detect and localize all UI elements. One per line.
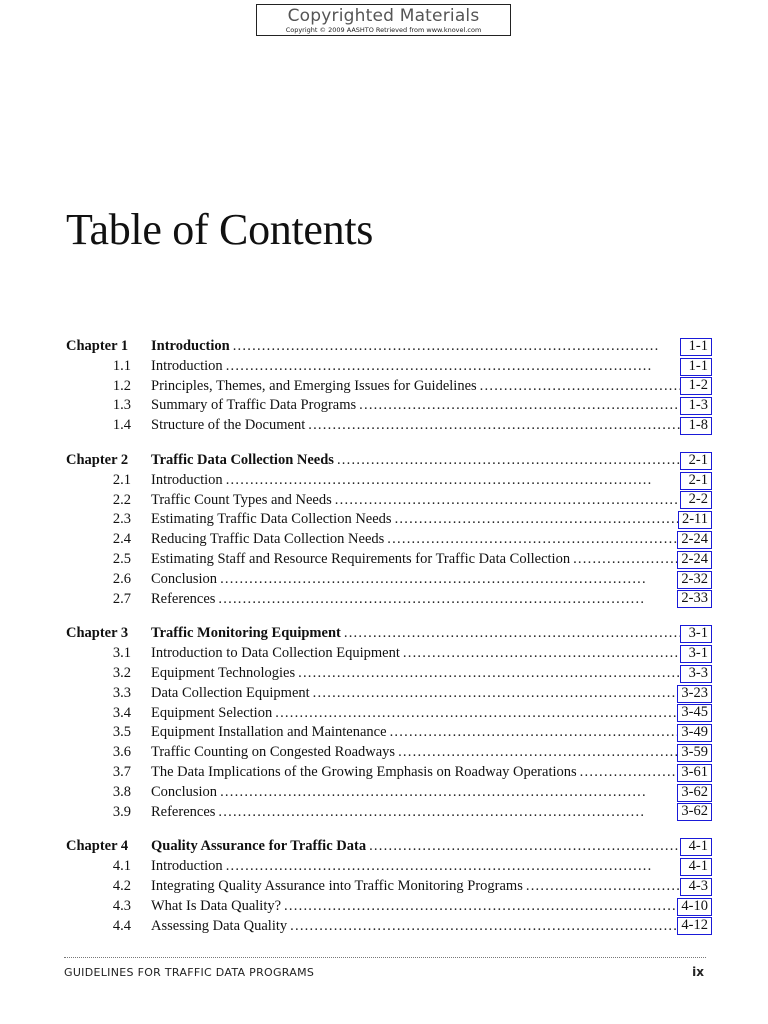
section-title: References bbox=[151, 590, 216, 607]
section-number: 2.3 bbox=[112, 511, 131, 528]
toc-section-row bbox=[66, 664, 712, 684]
page-number-link[interactable]: 2-32 bbox=[677, 571, 712, 589]
dot-leader bbox=[290, 917, 677, 937]
footer-book-title: GUIDELINES FOR TRAFFIC DATA PROGRAMS bbox=[64, 966, 315, 979]
page-title: Table of Contents bbox=[66, 205, 374, 254]
toc-entry bbox=[151, 471, 712, 491]
page-number-link[interactable]: 3-59 bbox=[677, 744, 712, 762]
dot-leader bbox=[369, 837, 680, 857]
chapter-label: Chapter 3 bbox=[66, 625, 129, 642]
toc-entry bbox=[151, 783, 712, 803]
dot-leader bbox=[284, 897, 677, 917]
toc-entry bbox=[151, 684, 712, 704]
toc-entry bbox=[151, 723, 712, 743]
section-title: Introduction to Data Collection Equipment bbox=[151, 645, 400, 662]
toc-section-row bbox=[66, 590, 712, 610]
dot-leader bbox=[226, 857, 680, 877]
dot-leader bbox=[526, 877, 680, 897]
chapter-spacer bbox=[66, 436, 712, 451]
toc-section-row bbox=[66, 763, 712, 783]
section-title: Traffic Count Types and Needs bbox=[151, 491, 332, 508]
toc-section-row bbox=[66, 897, 712, 917]
toc-entry bbox=[151, 357, 712, 377]
dot-leader bbox=[218, 590, 677, 610]
toc-section-row bbox=[66, 684, 712, 704]
section-title: References bbox=[151, 803, 216, 820]
section-title: Traffic Counting on Congested Roadways bbox=[151, 744, 396, 761]
page-number-link[interactable]: 3-23 bbox=[677, 685, 712, 703]
toc-section-row bbox=[66, 723, 712, 743]
page-number-link[interactable]: 3-1 bbox=[680, 645, 712, 663]
dot-leader bbox=[308, 416, 680, 436]
copyright-stamp bbox=[256, 4, 511, 36]
page-number-link[interactable]: 4-10 bbox=[677, 898, 712, 916]
section-number: 2.5 bbox=[112, 550, 131, 567]
toc-entry bbox=[151, 396, 712, 416]
section-number: 4.3 bbox=[112, 897, 131, 914]
toc-entry bbox=[151, 743, 712, 763]
toc-section-row bbox=[66, 491, 712, 511]
section-number: 2.1 bbox=[112, 471, 131, 488]
section-number: 3.9 bbox=[112, 803, 131, 820]
dot-leader bbox=[573, 550, 677, 570]
section-number: 1.2 bbox=[112, 377, 131, 394]
page-number-link[interactable]: 2-11 bbox=[678, 511, 712, 529]
page-number-link[interactable]: 2-1 bbox=[680, 452, 712, 470]
section-number: 2.6 bbox=[112, 570, 131, 587]
chapter-title: Traffic Data Collection Needs bbox=[151, 451, 334, 468]
toc-section-row bbox=[66, 783, 712, 803]
toc-section-row bbox=[66, 743, 712, 763]
toc-section-row bbox=[66, 644, 712, 664]
dot-leader bbox=[220, 783, 677, 803]
toc-entry bbox=[151, 664, 712, 684]
chapter-label: Chapter 2 bbox=[66, 451, 129, 468]
toc-entry bbox=[151, 917, 712, 937]
page-number-link[interactable]: 2-1 bbox=[680, 472, 712, 490]
table-of-contents bbox=[66, 337, 712, 936]
toc-section-row bbox=[66, 530, 712, 550]
page-number-link[interactable]: 4-1 bbox=[680, 858, 712, 876]
section-title: Introduction bbox=[151, 471, 223, 488]
page-number-link[interactable]: 1-3 bbox=[680, 397, 712, 415]
toc-entry bbox=[151, 897, 712, 917]
dot-leader bbox=[226, 471, 680, 491]
toc-entry bbox=[151, 877, 712, 897]
chapter-title: Traffic Monitoring Equipment bbox=[151, 625, 341, 642]
section-number: 3.3 bbox=[112, 684, 131, 701]
page-number-link[interactable]: 1-8 bbox=[680, 417, 712, 435]
dot-leader bbox=[335, 491, 680, 511]
page-number-link[interactable]: 3-62 bbox=[677, 803, 712, 821]
section-title: Principles, Themes, and Emerging Issues for Guidelines bbox=[151, 377, 477, 394]
section-title: Introduction bbox=[151, 357, 223, 374]
dot-leader bbox=[313, 684, 678, 704]
toc-section-row bbox=[66, 917, 712, 937]
toc-section-row bbox=[66, 357, 712, 377]
section-number: 2.7 bbox=[112, 590, 131, 607]
section-title: Conclusion bbox=[151, 783, 218, 800]
dot-leader bbox=[218, 803, 677, 823]
toc-entry bbox=[151, 377, 712, 397]
section-number: 2.2 bbox=[112, 491, 131, 508]
toc-entry bbox=[151, 704, 712, 724]
toc-section-row bbox=[66, 570, 712, 590]
section-number: 1.3 bbox=[112, 397, 131, 414]
toc-section-row bbox=[66, 857, 712, 877]
page-number-link[interactable]: 4-3 bbox=[680, 878, 712, 896]
page-number-link[interactable]: 3-3 bbox=[680, 665, 712, 683]
toc-chapter-row bbox=[66, 837, 712, 857]
section-number: 3.5 bbox=[112, 724, 131, 741]
dot-leader bbox=[359, 396, 680, 416]
toc-section-row bbox=[66, 803, 712, 823]
dot-leader bbox=[580, 763, 678, 783]
section-title: Integrating Quality Assurance into Traffic Monitoring Programs bbox=[151, 877, 523, 894]
footer-divider bbox=[64, 957, 706, 958]
dot-leader bbox=[220, 570, 677, 590]
toc-entry bbox=[151, 510, 712, 530]
chapter-title: Quality Assurance for Traffic Data bbox=[151, 838, 367, 855]
toc-chapter-row bbox=[66, 624, 712, 644]
dot-leader bbox=[275, 704, 677, 724]
toc-section-row bbox=[66, 471, 712, 491]
section-title: Introduction bbox=[151, 858, 223, 875]
section-number: 1.4 bbox=[112, 417, 131, 434]
toc-entry bbox=[151, 337, 712, 357]
section-title: Conclusion bbox=[151, 570, 218, 587]
page-number-link[interactable]: 3-61 bbox=[677, 764, 712, 782]
toc-entry bbox=[151, 837, 712, 857]
chapter-spacer bbox=[66, 822, 712, 837]
toc-entry bbox=[151, 763, 712, 783]
section-title: Estimating Traffic Data Collection Needs bbox=[151, 511, 392, 528]
section-title: Equipment Selection bbox=[151, 704, 273, 721]
page-number-link[interactable]: 1-2 bbox=[680, 377, 712, 395]
section-number: 4.2 bbox=[112, 877, 131, 894]
chapter-title: Introduction bbox=[151, 338, 230, 354]
dot-leader bbox=[398, 743, 677, 763]
section-title: Data Collection Equipment bbox=[151, 684, 310, 701]
toc-entry bbox=[151, 570, 712, 590]
dot-leader bbox=[390, 723, 678, 743]
page-number-link[interactable]: 2-24 bbox=[677, 531, 712, 549]
chapter-label: Chapter 1 bbox=[66, 338, 129, 354]
toc-section-row bbox=[66, 416, 712, 436]
dot-leader bbox=[480, 377, 680, 397]
chapter-label: Chapter 4 bbox=[66, 838, 129, 855]
section-title: Reducing Traffic Data Collection Needs bbox=[151, 531, 385, 548]
section-title: Equipment Installation and Maintenance bbox=[151, 724, 387, 741]
toc-entry bbox=[151, 803, 712, 823]
page-number-link[interactable]: 3-62 bbox=[677, 784, 712, 802]
toc-entry bbox=[151, 644, 712, 664]
section-title: Summary of Traffic Data Programs bbox=[151, 397, 357, 414]
chapter-spacer bbox=[66, 609, 712, 624]
page-number-link[interactable]: 2-33 bbox=[677, 590, 712, 608]
toc-chapter-row bbox=[66, 337, 712, 357]
toc-chapter-row bbox=[66, 451, 712, 471]
section-number: 4.1 bbox=[112, 858, 131, 875]
section-title: Equipment Technologies bbox=[151, 664, 296, 681]
footer-page-number: ix bbox=[692, 965, 704, 979]
section-number: 3.1 bbox=[112, 645, 131, 662]
page-number-link[interactable]: 4-1 bbox=[680, 838, 712, 856]
section-title: The Data Implications of the Growing Emphasis on Roadway Operations bbox=[151, 763, 577, 780]
toc-entry bbox=[151, 491, 712, 511]
dot-leader bbox=[344, 624, 680, 644]
dot-leader bbox=[387, 530, 677, 550]
toc-entry bbox=[151, 550, 712, 570]
toc-entry bbox=[151, 857, 712, 877]
toc-section-row bbox=[66, 377, 712, 397]
toc-entry bbox=[151, 451, 712, 471]
section-title: Structure of the Document bbox=[151, 417, 306, 434]
section-number: 1.1 bbox=[112, 357, 131, 374]
section-number: 3.6 bbox=[112, 744, 131, 761]
toc-entry bbox=[151, 530, 712, 550]
page-number-link[interactable]: 2-2 bbox=[680, 491, 712, 509]
dot-leader bbox=[395, 510, 678, 530]
toc-section-row bbox=[66, 396, 712, 416]
page-number-link[interactable]: 2-24 bbox=[677, 551, 712, 569]
section-number: 3.7 bbox=[112, 763, 131, 780]
stamp-subtitle: Copyright © 2009 AASHTO Retrieved from www.knovel.com bbox=[285, 26, 482, 34]
stamp-title: Copyrighted Materials bbox=[287, 6, 480, 26]
toc-entry bbox=[151, 624, 712, 644]
dot-leader bbox=[298, 664, 680, 684]
page-number-link[interactable]: 1-1 bbox=[680, 338, 712, 356]
dot-leader bbox=[226, 357, 680, 377]
section-number: 3.4 bbox=[112, 704, 131, 721]
section-number: 4.4 bbox=[112, 917, 131, 934]
section-title: Assessing Data Quality bbox=[151, 917, 288, 934]
dot-leader bbox=[403, 644, 680, 664]
toc-entry bbox=[151, 416, 712, 436]
section-number: 2.4 bbox=[112, 531, 131, 548]
dot-leader bbox=[337, 451, 680, 471]
toc-entry bbox=[151, 590, 712, 610]
section-number: 3.2 bbox=[112, 664, 131, 681]
page-number-link[interactable]: 1-1 bbox=[680, 358, 712, 376]
toc-section-row bbox=[66, 704, 712, 724]
toc-section-row bbox=[66, 510, 712, 530]
section-title: What Is Data Quality? bbox=[151, 897, 282, 914]
toc-section-row bbox=[66, 550, 712, 570]
section-number: 3.8 bbox=[112, 783, 131, 800]
page-number-link[interactable]: 3-49 bbox=[677, 724, 712, 742]
page-number-link[interactable]: 3-1 bbox=[680, 625, 712, 643]
dot-leader bbox=[233, 337, 680, 357]
section-title: Estimating Staff and Resource Requirements for Traffic Data Collection bbox=[151, 550, 571, 567]
page-number-link[interactable]: 3-45 bbox=[677, 704, 712, 722]
page-number-link[interactable]: 4-12 bbox=[677, 917, 712, 935]
toc-section-row bbox=[66, 877, 712, 897]
